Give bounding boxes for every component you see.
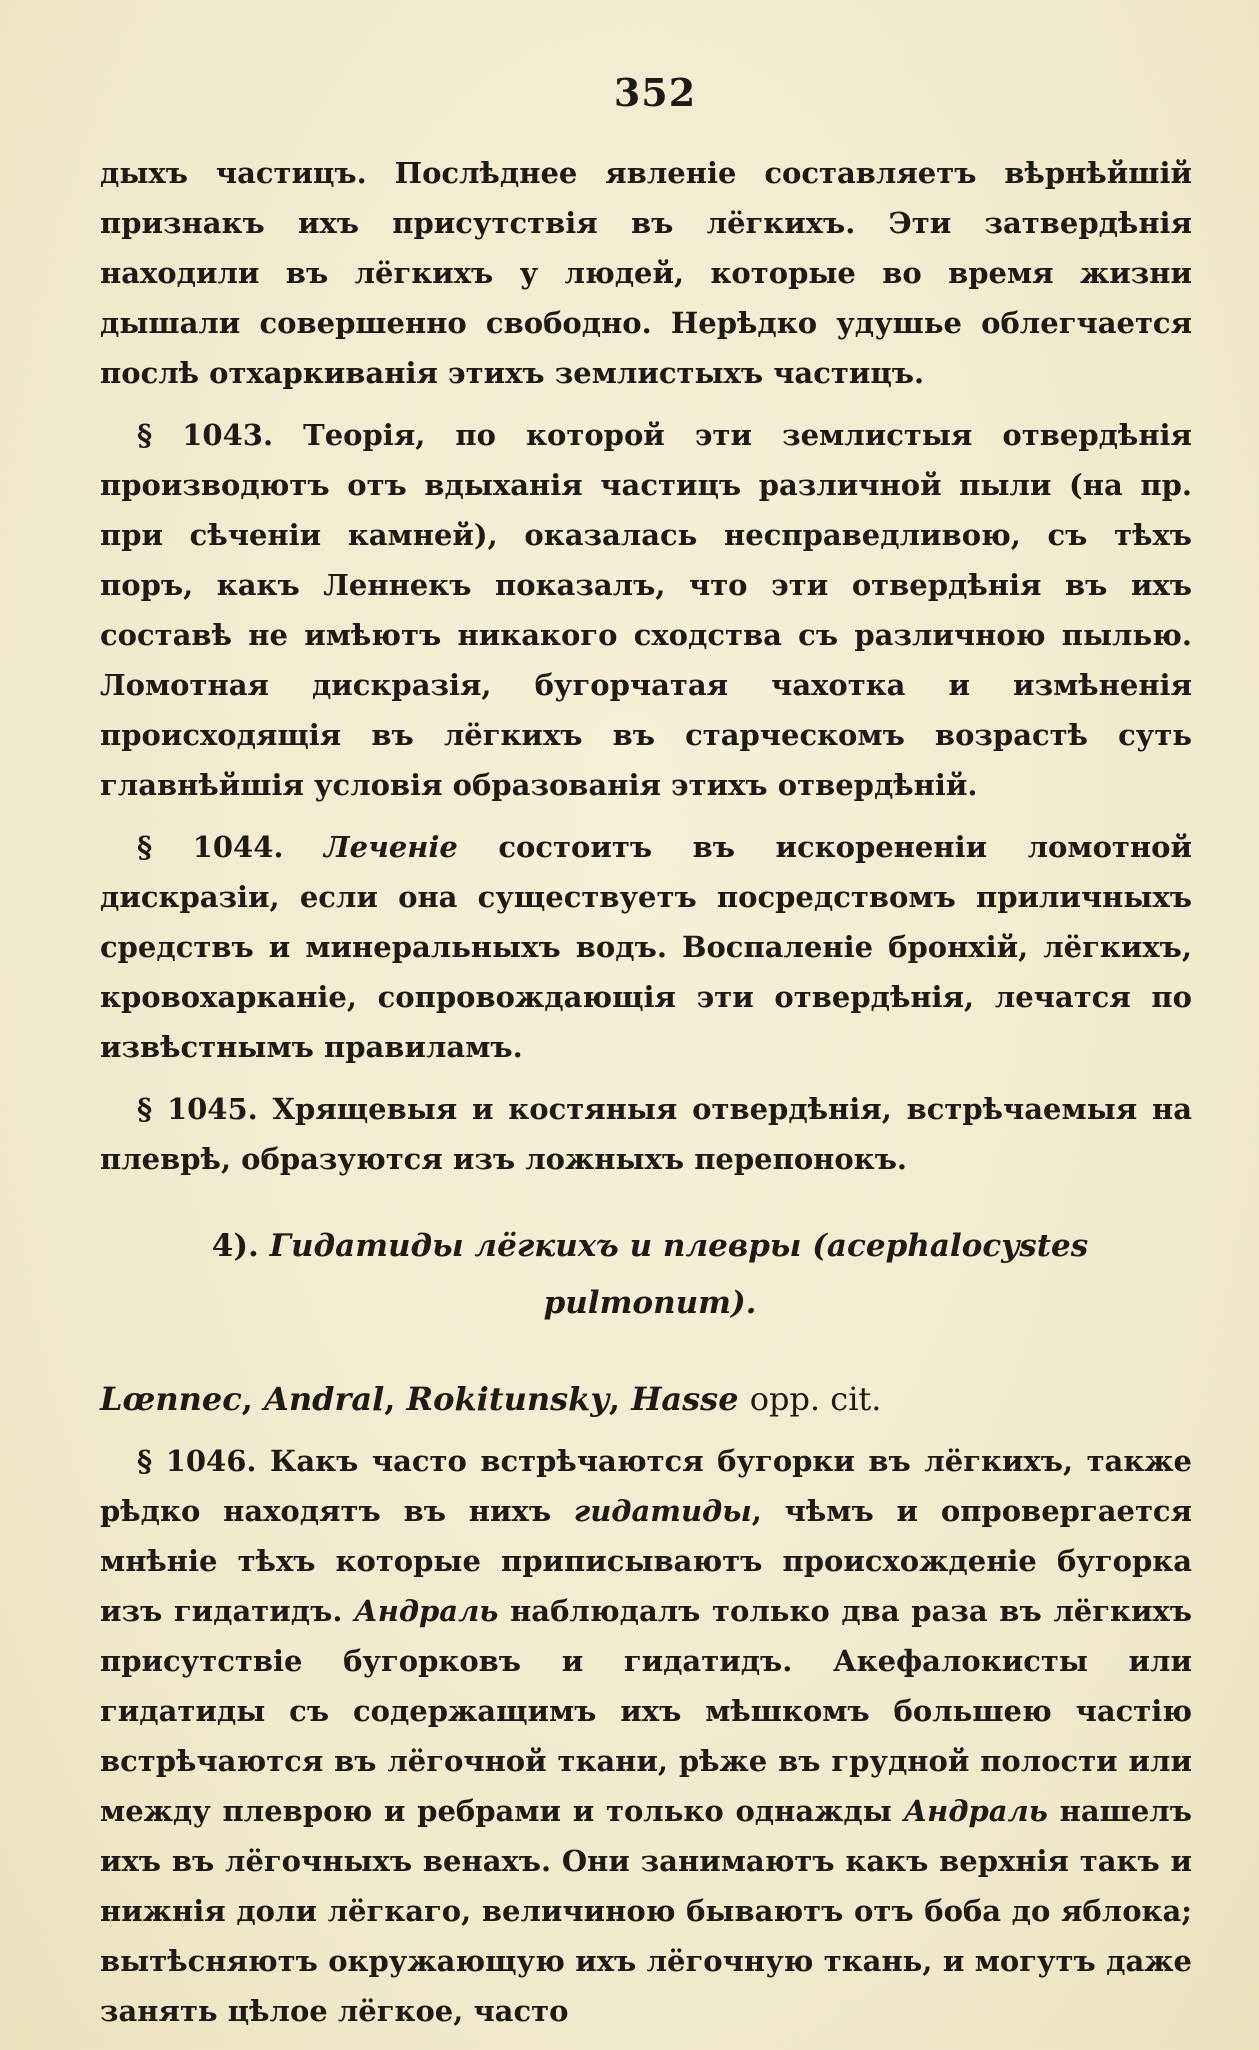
section-number: § 1043.	[137, 418, 274, 452]
paragraph-text: Теорія, по которой эти землистыя отвердѣнія производютъ отъ вдыханія частицъ различной пыли (на пр. при сѣченіи камней), оказалась несправедливою, съ тѣхъ поръ, какъ Леннекъ показалъ, что эти отвердѣнія въ ихъ составѣ не имѣютъ никакого сходства съ различною пылью. Ломотная дискразія, бугорчатая чахотка и измѣненія происходящія въ лёгкихъ въ старческомъ возрастѣ суть главнѣйшія условія образованія этихъ отвердѣній.	[100, 418, 1192, 802]
paragraph-text: состоитъ въ искорененіи ломотной дискразіи, если она существуетъ посредствомъ приличныхъ средствъ и минеральныхъ водъ. Воспаленіе бронхій, лёгкихъ, кровохарканіе, сопровождающія эти отвердѣнія, лечатся по извѣстнымъ правиламъ.	[100, 830, 1192, 1064]
paragraph-continuation: дыхъ частицъ. Послѣднее явленіе составляетъ вѣрнѣйшій признакъ ихъ присутствія въ лёгкихъ. Эти затвердѣнія находили въ лёгкихъ у людей, которые во время жизни дышали совершенно свободно. Нерѣдко удушье облегчается послѣ отхаркиванія этихъ землистыхъ частицъ.	[100, 156, 1192, 390]
paragraph-1046	[100, 1436, 1192, 2036]
paragraph-text: , чѣмъ и опровергается мнѣніе тѣхъ которые приписываютъ происхожденіе бугорка изъ гидатидъ.	[100, 1494, 1192, 1628]
heading-line-2: pulmonum).	[543, 1285, 757, 1321]
italic-term: Леченіе	[324, 830, 458, 864]
heading-line-1	[100, 1218, 1200, 1275]
section-number: § 1046.	[137, 1444, 257, 1478]
section-number: § 1045.	[137, 1092, 258, 1126]
heading-title: Гидатиды лёгкихъ и плевры (acephalocystes	[269, 1228, 1089, 1264]
paragraph-text: наблюдалъ только два раза въ лёгкихъ присутствіе бугорковъ и гидатидъ. Акефалокисты или гидатиды съ содержащимъ ихъ мѣшкомъ большею частію встрѣчаются въ лёгочной ткани, рѣже въ грудной полости или между плеврою и ребрами и только однажды	[100, 1594, 1192, 1828]
paragraph-1044	[100, 822, 1192, 1072]
italic-name: Андраль	[354, 1594, 499, 1628]
ref-author: Rokitunsky	[406, 1380, 609, 1418]
page-number: 352	[613, 70, 697, 115]
ref-author: Andral	[264, 1380, 385, 1418]
heading-number: 4).	[211, 1228, 259, 1264]
paragraph-1043	[100, 410, 1192, 810]
ref-author: Hasse	[631, 1380, 739, 1418]
paragraph-1045	[100, 1084, 1192, 1184]
section-number: § 1044.	[137, 830, 284, 864]
paragraph-text: нашелъ ихъ въ лёгочныхъ венахъ. Они занимаютъ какъ верхнія такъ и нижнія доли лёгкаго, величиною бываютъ отъ боба до яблока; вытѣсняютъ окружающую ихъ лёгочную ткань, и могутъ даже занять цѣлое лёгкое, часто	[100, 1794, 1192, 2028]
body-text-top	[100, 148, 1192, 1184]
section-heading	[100, 1218, 1200, 1332]
italic-name: Андраль	[903, 1794, 1048, 1828]
body-text-bottom	[100, 1436, 1192, 2036]
paragraph-text: Какъ часто встрѣчаются бугорки въ лёгкихъ, также рѣдко находятъ въ нихъ	[100, 1444, 1193, 1528]
ref-author: Lœnnec	[100, 1380, 242, 1418]
references-line: Lœnnec, Andral, Rokitunsky, Hasse opp. cit.	[100, 1380, 882, 1418]
italic-term: гидатиды	[573, 1494, 752, 1528]
ref-tail: opp. cit.	[749, 1380, 882, 1418]
paragraph-text: Хрящевыя и костяныя отвердѣнія, встрѣчаемыя на плеврѣ, образуются изъ ложныхъ перепонокъ.	[100, 1092, 1192, 1176]
